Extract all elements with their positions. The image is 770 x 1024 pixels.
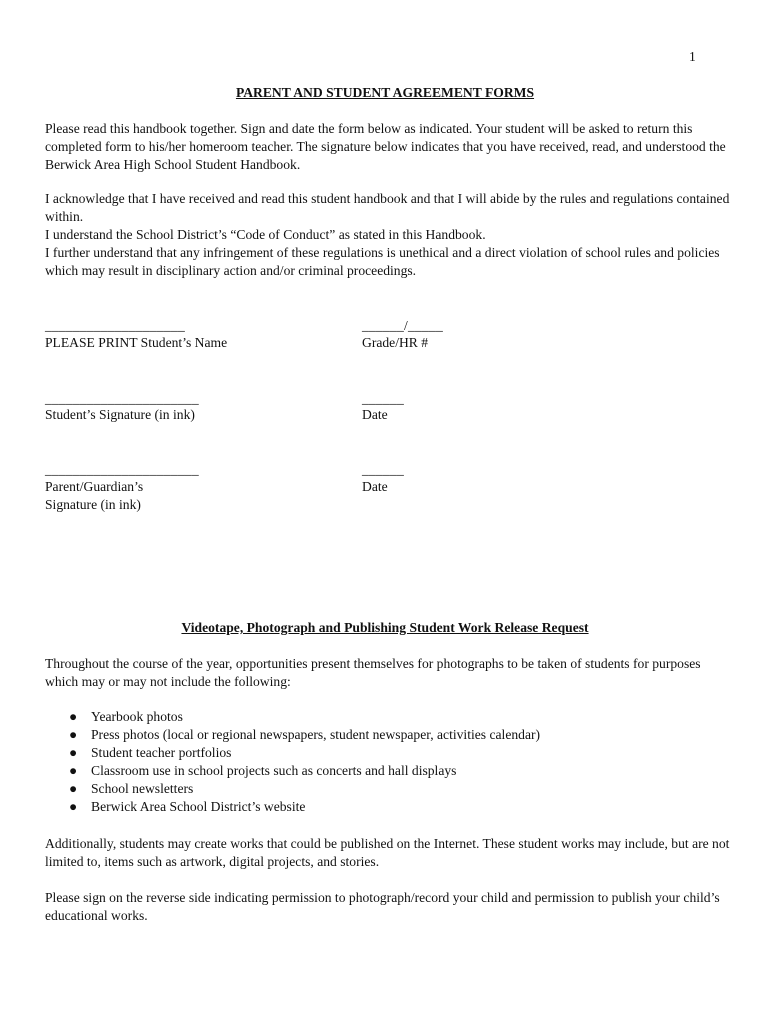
release-purpose-list xyxy=(69,708,540,816)
bullet-icon: ● xyxy=(69,709,78,724)
parent-signature-label: Parent/Guardian’s xyxy=(45,479,144,494)
parent-date-line[interactable]: ______ xyxy=(362,462,404,477)
acknowledgement-3: I further understand that any infringement of these regulations is unethical and a direct violation of school rules and policies which may result in disciplinary action and/or criminal proceedings. xyxy=(45,245,720,278)
page-number: 1 xyxy=(689,49,696,64)
parent-signature-line[interactable]: ______________________ xyxy=(45,462,199,477)
student-signature-line[interactable]: ______________________ xyxy=(45,391,199,406)
list-item xyxy=(69,744,540,762)
bullet-icon: ● xyxy=(69,781,78,796)
list-item-text: School newsletters xyxy=(91,781,194,796)
list-item xyxy=(69,726,540,744)
release-intro: Throughout the course of the year, opportunities present themselves for photographs to be taken of students for purposes which may or may not include the following: xyxy=(45,656,701,689)
bullet-icon: ● xyxy=(69,745,78,760)
intro-paragraph: Please read this handbook together. Sign and date the form below as indicated. Your student will be asked to return this completed form to his/her homeroom teacher. The signature below indicates that you have received, read, and understood the Berwick Area High School Student Handbook. xyxy=(45,121,726,172)
student-date-label: Date xyxy=(362,407,388,422)
student-signature-label: Student’s Signature (in ink) xyxy=(45,407,195,422)
parent-date-label: Date xyxy=(362,479,388,494)
list-item-text: Student teacher portfolios xyxy=(91,745,232,760)
student-name-label: PLEASE PRINT Student’s Name xyxy=(45,335,228,350)
additional-paragraph: Additionally, students may create works that could be published on the Internet. These student works may include, but are not limited to, items such as artwork, digital projects, and stories. xyxy=(45,836,730,869)
bullet-icon: ● xyxy=(69,799,78,814)
student-name-line[interactable]: ____________________ xyxy=(45,318,185,333)
list-item-text: Yearbook photos xyxy=(91,709,183,724)
bullet-icon: ● xyxy=(69,727,78,742)
student-date-line[interactable]: ______ xyxy=(362,391,404,406)
acknowledgement-block xyxy=(45,190,730,280)
list-item xyxy=(69,708,540,726)
list-item xyxy=(69,798,540,816)
list-item xyxy=(69,780,540,798)
list-item xyxy=(69,762,540,780)
parent-signature-label-2: Signature (in ink) xyxy=(45,497,141,512)
release-title: Videotape, Photograph and Publishing Student Work Release Request xyxy=(181,620,589,635)
grade-hr-label: Grade/HR # xyxy=(362,335,429,350)
acknowledgement-1: I acknowledge that I have received and read this student handbook and that I will abide by the rules and regulations contained within. xyxy=(45,191,730,224)
acknowledgement-2: I understand the School District’s “Code of Conduct” as stated in this Handbook. xyxy=(45,227,486,242)
grade-hr-line[interactable]: ______/_____ xyxy=(362,318,443,333)
form-title: PARENT AND STUDENT AGREEMENT FORMS xyxy=(235,85,535,100)
list-item-text: Press photos (local or regional newspapers, student newspaper, activities calendar) xyxy=(91,727,541,742)
list-item-text: Berwick Area School District’s website xyxy=(91,799,306,814)
sign-note-paragraph: Please sign on the reverse side indicating permission to photograph/record your child and permission to publish your child’s educational works. xyxy=(45,890,720,923)
list-item-text: Classroom use in school projects such as concerts and hall displays xyxy=(91,763,457,778)
bullet-icon: ● xyxy=(69,763,78,778)
